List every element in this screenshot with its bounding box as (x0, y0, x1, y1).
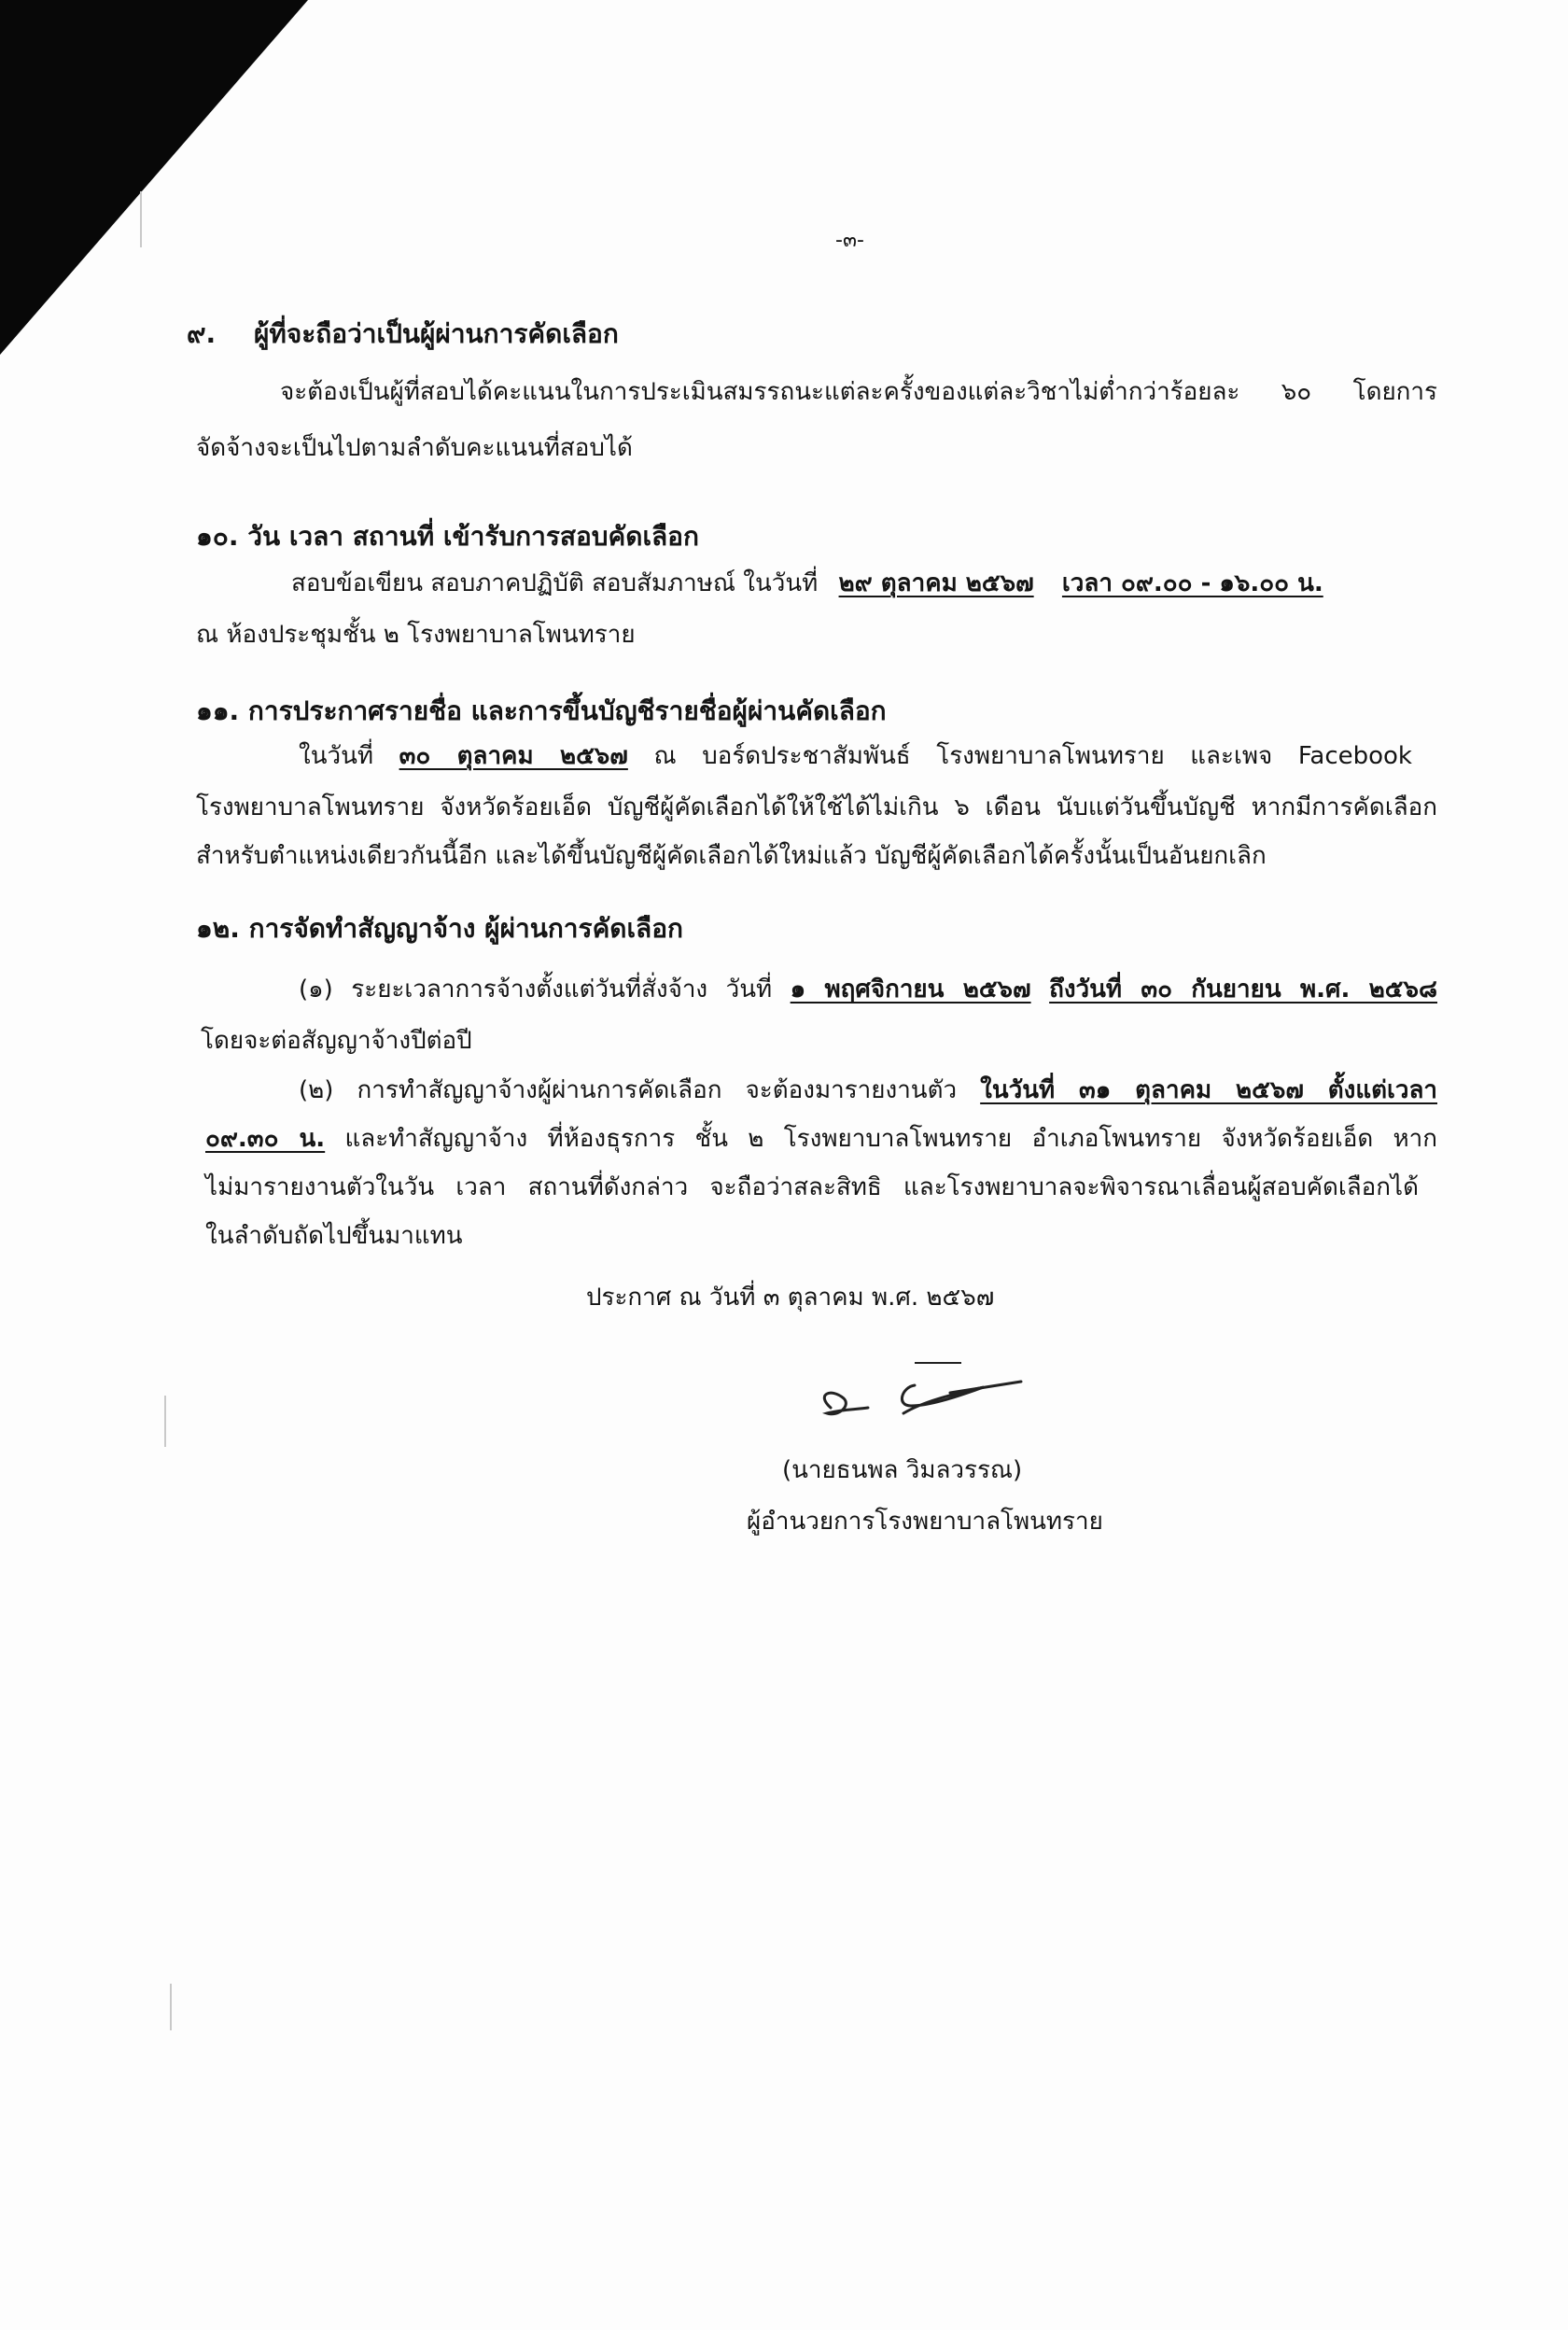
section-9-text: จัดจ้างจะเป็นไปตามลำดับคะแนนที่สอบได้ (196, 434, 633, 462)
section-11-text: โรงพยาบาลโพนทราย จังหวัดร้อยเอ็ด บัญชีผู้คัดเลือกได้ให้ใช้ได้ไม่เกิน ๖ เดือน นับแต่วันขึ้นบัญชี หากมีการคัดเลือก (196, 793, 1437, 821)
exam-time: เวลา ๐๙.๐๐ - ๑๖.๐๐ น. (1061, 569, 1323, 597)
section-11-text: สำหรับตำแหน่งเดียวกันนี้อีก และได้ขึ้นบัญชีผู้คัดเลือกได้ใหม่แล้ว บัญชีผู้คัดเลือกได้ครั้งนั้นเป็นอันยกเลิก (196, 842, 1267, 870)
section-9-title: ผู้ที่จะถือว่าเป็นผู้ผ่านการคัดเลือก (254, 318, 619, 349)
report-time: ๐๙.๓๐ น. (205, 1125, 326, 1153)
section-9-text: จะต้องเป็นผู้ที่สอบได้คะแนนในการประเมินสมรรถนะแต่ละครั้งของแต่ละวิชาไม่ต่ำกว่าร้อยละ ๖๐ โดยการ (280, 378, 1437, 406)
section-9-number: ๙. (187, 318, 217, 349)
section-12-item-2: ในลำดับถัดไปขึ้นมาแทน (205, 1222, 463, 1250)
section-10-text: ณ ห้องประชุมชั้น ๒ โรงพยาบาลโพนทราย (196, 621, 636, 649)
exam-date: ๒๙ ตุลาคม ๒๕๖๗ (838, 569, 1034, 597)
report-date: ในวันที่ ๓๑ ตุลาคม ๒๕๖๗ ตั้งแต่เวลา (980, 1076, 1437, 1104)
section-10-title: ๑๐. วัน เวลา สถานที่ เข้ารับการสอบคัดเลือก (196, 521, 699, 552)
section-12-item-2: (๒) การทำสัญญาจ้างผู้ผ่านการคัดเลือก จะต้องมารายงานตัว ในวันที่ ๓๑ ตุลาคม ๒๕๖๗ ตั้งแต่เวลา (299, 1076, 1437, 1104)
scan-edge-mark (164, 1396, 166, 1447)
section-10-text: สอบข้อเขียน สอบภาคปฏิบัติ สอบสัมภาษณ์ ในวันที่ ๒๙ ตุลาคม ๒๕๖๗ เวลา ๐๙.๐๐ - ๑๖.๐๐ น. (291, 569, 1323, 597)
contract-end-date: ถึงวันที่ ๓๐ กันยายน พ.ศ. ๒๕๖๘ (1049, 976, 1438, 1004)
section-12-item-2: ไม่มารายงานตัวในวัน เวลา สถานที่ดังกล่าว จะถือว่าสละสิทธิ และโรงพยาบาลจะพิจารณาเลื่อนผู้สอบคัดเลือกได้ (205, 1173, 1419, 1201)
signer-title: ผู้อำนวยการโรงพยาบาลโพนทราย (747, 1508, 1103, 1536)
contract-start-date: ๑ พฤศจิกายน ๒๕๖๗ (790, 976, 1031, 1004)
section-12-item-1: โดยจะต่อสัญญาจ้างปีต่อปี (201, 1027, 472, 1055)
announce-date: ๓๐ ตุลาคม ๒๕๖๗ (399, 742, 628, 770)
signer-name: (นายธนพล วิมลวรรณ) (782, 1456, 1023, 1484)
section-11-title: ๑๑. การประกาศรายชื่อ และการขึ้นบัญชีรายชื่อผู้ผ่านคัดเลือก (196, 695, 887, 726)
section-11-text: ในวันที่ ๓๐ ตุลาคม ๒๕๖๗ ณ บอร์ดประชาสัมพันธ์ โรงพยาบาลโพนทราย และเพจ Facebook (299, 742, 1412, 770)
scan-edge-mark (170, 1984, 172, 2030)
section-12-item-2: ๐๙.๓๐ น. และทำสัญญาจ้าง ที่ห้องธุรการ ชั้น ๒ โรงพยาบาลโพนทราย อำเภอโพนทราย จังหวัดร้อยเอ็ด หาก (205, 1125, 1437, 1153)
scan-shadow-corner (0, 0, 308, 355)
scan-edge-mark (140, 191, 142, 247)
signature-image (810, 1352, 1025, 1436)
page-number: -๓- (835, 229, 864, 252)
section-12-title: ๑๒. การจัดทำสัญญาจ้าง ผู้ผ่านการคัดเลือก (196, 913, 683, 944)
announce-date-line: ประกาศ ณ วันที่ ๓ ตุลาคม พ.ศ. ๒๕๖๗ (586, 1284, 995, 1312)
section-12-item-1: (๑) ระยะเวลาการจ้างตั้งแต่วันที่สั่งจ้าง วันที่ ๑ พฤศจิกายน ๒๕๖๗ ถึงวันที่ ๓๐ กันยายน พ.ศ. ๒๕๖๘ (299, 976, 1438, 1004)
